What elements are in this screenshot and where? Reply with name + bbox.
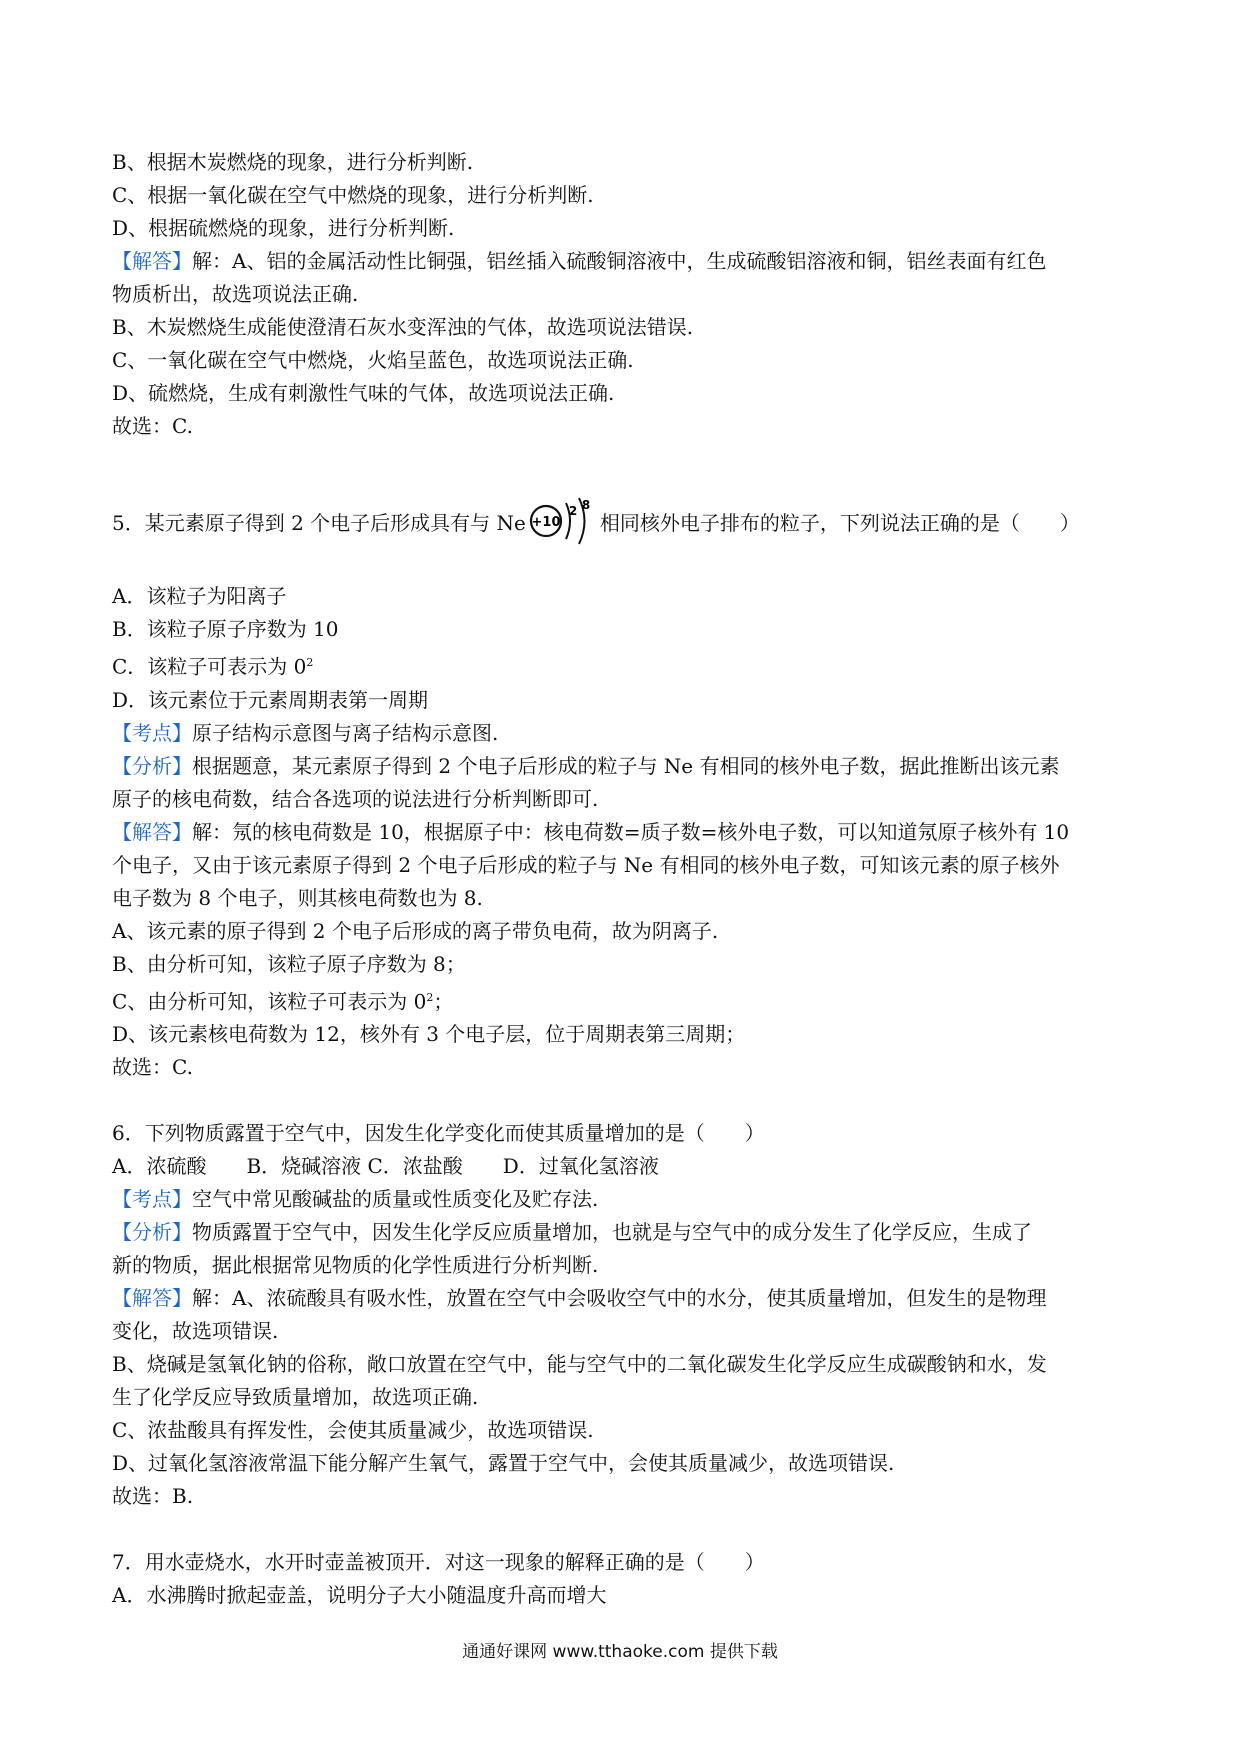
question-text: 相同核外电子排布的粒子，下列说法正确的是（ ） xyxy=(599,510,1080,535)
text-line: A、该元素的原子得到 2 个电子后形成的离子带负电荷，故为阴离子. xyxy=(112,918,719,943)
option-d: D．该元素位于元素周期表第一周期 xyxy=(112,687,429,712)
option-c: C．该粒子可表示为 $0^2$ xyxy=(112,654,314,679)
text-line: D、过氧化氢溶液常温下能分解产生氧气，露置于空气中，会使其质量减少，故选项错误. xyxy=(112,1451,895,1476)
question-7-stem: 7．用水壶烧水，水开时壶盖被顶开．对这一现象的解释正确的是（ ） xyxy=(112,1550,765,1575)
ne-atom-structure-diagram xyxy=(528,495,596,547)
analysis-tag: 【分析】 xyxy=(112,1220,192,1245)
text-line: C、一氧化碳在空气中燃烧，火焰呈蓝色，故选项说法正确. xyxy=(112,348,634,372)
text-line: B、木炭燃烧生成能使澄清石灰水变浑浊的气体，故选项说法错误. xyxy=(112,315,694,339)
text-line: C、浓盐酸具有挥发性，会使其质量减少，故选项错误. xyxy=(112,1418,594,1443)
text-line: D、硫燃烧，生成有刺激性气味的气体，故选项说法正确. xyxy=(112,381,615,405)
answer-tag: 【解答】 xyxy=(112,819,192,844)
text-line: 新的物质，据此根据常见物质的化学性质进行分析判断. xyxy=(112,1253,599,1278)
option-a: A．水沸腾时掀起壶盖，说明分子大小随温度升高而增大 xyxy=(112,1583,607,1608)
text-line: 个电子，又由于该元素原子得到 2 个电子后形成的粒子与 Ne 有相同的核外电子数，可知该元素的原子核外 xyxy=(112,852,1060,877)
question-text: 5．某元素原子得到 2 个电子后形成具有与 Ne xyxy=(112,510,526,535)
text-line: 生了化学反应导致质量增加，故选项正确. xyxy=(112,1385,479,1410)
point-line: 【考点】原子结构示意图与离子结构示意图. xyxy=(112,720,499,745)
text-line: C、由分析可知，该粒子可表示为 $0^2$； xyxy=(112,989,454,1014)
text-line: C、根据一氧化碳在空气中燃烧的现象，进行分析判断. xyxy=(112,183,594,207)
question-5-stem xyxy=(112,495,1142,547)
document-page xyxy=(112,146,1142,1612)
answer-tag: 【解答】 xyxy=(112,1286,192,1311)
text-line: D、该元素核电荷数为 12，核外有 3 个电子层，位于周期表第三周期； xyxy=(112,1022,746,1047)
point-tag: 【考点】 xyxy=(112,720,192,745)
text-line: B、烧碱是氢氧化钠的俗称，敞口放置在空气中，能与空气中的二氧化碳发生化学反应生成碳酸钠和水，发 xyxy=(112,1352,1047,1377)
analysis-tag: 【分析】 xyxy=(112,753,192,778)
option-a: A．该粒子为阳离子 xyxy=(112,584,287,608)
answer-line: 【解答】解：A、浓硫酸具有吸水性，放置在空气中会吸收空气中的水分，使其质量增加，但发生的是物理 xyxy=(112,1286,1047,1311)
shell-1-label: 2 xyxy=(568,504,578,518)
text-line: B、由分析可知，该粒子原子序数为 8； xyxy=(112,951,466,976)
answer-line xyxy=(112,245,1142,278)
choice-line: 故选：B. xyxy=(112,1484,194,1509)
point-line: 【考点】空气中常见酸碱盐的质量或性质变化及贮存法. xyxy=(112,1187,599,1212)
answer-text: 解：A、铝的金属活动性比铜强，铝丝插入硫酸铜溶液中，生成硫酸铝溶液和铜，铝丝表面有红色 xyxy=(192,249,1047,273)
question-6-options: A．浓硫酸 B．烧碱溶液 C．浓盐酸 D．过氧化氢溶液 xyxy=(112,1154,659,1179)
answer-line: 【解答】解：氖的核电荷数是 10，根据原子中：核电荷数=质子数=核外电子数，可以知道氖原子核外有 10 xyxy=(112,819,1070,844)
text-line: 电子数为 8 个电子，则其核电荷数也为 8. xyxy=(112,885,483,910)
question-6-stem: 6．下列物质露置于空气中，因发生化学变化而使其质量增加的是（ ） xyxy=(112,1121,765,1146)
text-line: 原子的核电荷数，结合各选项的说法进行分析判断即可. xyxy=(112,786,599,811)
text-line: 变化，故选项错误. xyxy=(112,1319,279,1344)
choice-line: 故选：C. xyxy=(112,414,193,438)
analysis-line: 【分析】根据题意，某元素原子得到 2 个电子后形成的粒子与 Ne 有相同的核外电子数，据此推断出该元素 xyxy=(112,753,1060,778)
shell-2-label: 8 xyxy=(581,498,591,512)
text-line: B、根据木炭燃烧的现象，进行分析判断. xyxy=(112,150,474,174)
text-line: D、根据硫燃烧的现象，进行分析判断. xyxy=(112,216,455,240)
analysis-line: 【分析】物质露置于空气中，因发生化学反应质量增加，也就是与空气中的成分发生了化学反应，生成了 xyxy=(112,1220,1032,1245)
text-line: 物质析出，故选项说法正确. xyxy=(112,282,359,306)
point-tag: 【考点】 xyxy=(112,1187,192,1212)
option-b: B．该粒子原子序数为 10 xyxy=(112,617,339,641)
nucleus-label: +10 xyxy=(531,515,561,530)
answer-tag: 【解答】 xyxy=(112,249,192,273)
choice-line: 故选：C. xyxy=(112,1055,193,1080)
page-footer: 通通好课网 www.tthaoke.com 提供下载 xyxy=(462,1642,778,1662)
